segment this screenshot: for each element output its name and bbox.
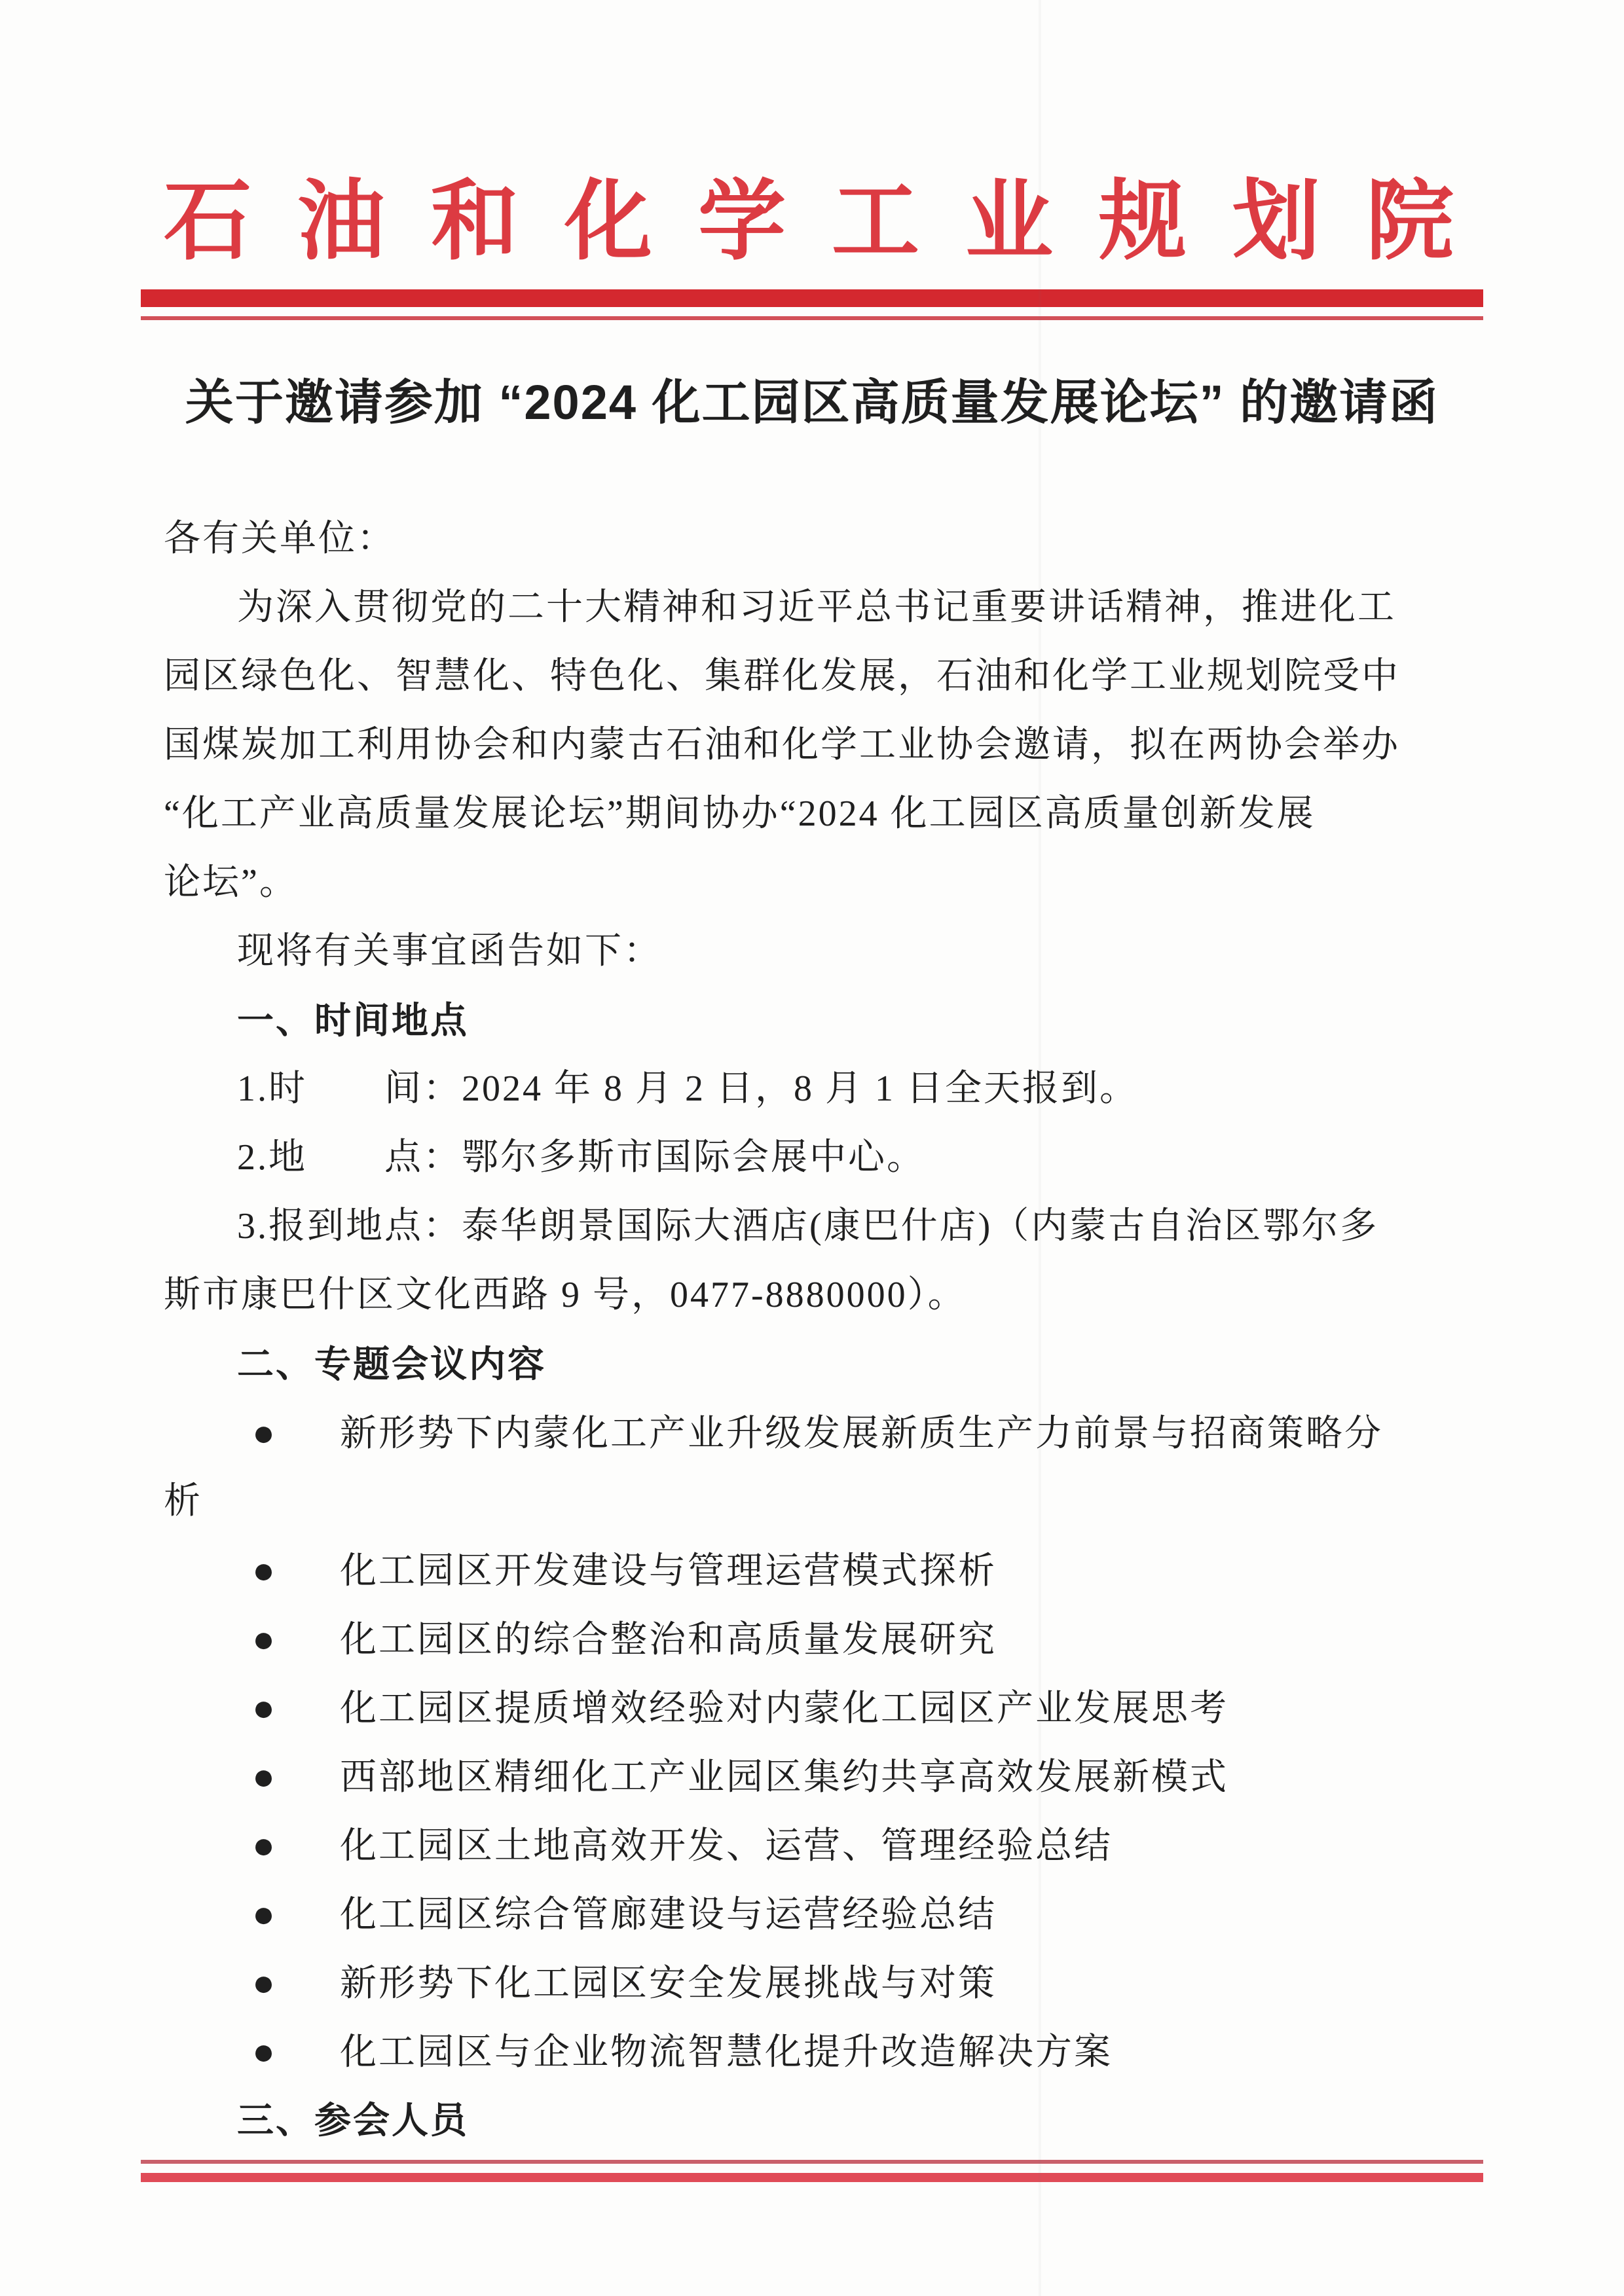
bullet-icon: ● xyxy=(252,1961,276,2004)
paragraph-line: 现将有关事宜函告如下： xyxy=(237,931,662,972)
letterhead-rule-thick xyxy=(141,289,1483,307)
bullet-icon: ● xyxy=(252,1755,276,1798)
bullet-icon: ● xyxy=(252,1893,276,1935)
bullet-icon: ● xyxy=(252,2030,276,2073)
bullet-icon: ● xyxy=(252,1412,276,1454)
salutation xyxy=(164,505,1460,574)
list-item xyxy=(164,1398,1460,1467)
bullet-icon: ● xyxy=(252,1686,276,1729)
list-item xyxy=(164,1536,1460,1605)
scan-artifact xyxy=(1039,0,1041,2296)
numbered-item-time: 1.时 间：2024 年 8 月 2 日，8 月 1 日全天报到。 xyxy=(237,1068,1138,1109)
list-item-text: 新形势下内蒙化工产业升级发展新质生产力前景与招商策略分 xyxy=(340,1413,1383,1454)
list-item-text: 化工园区综合管廊建设与运营经验总结 xyxy=(340,1895,997,1935)
list-item xyxy=(164,1742,1460,1811)
section-heading-2: 二、专题会议内容 xyxy=(237,1343,546,1385)
document-body xyxy=(164,505,1460,2155)
paragraph-line: 论坛”。 xyxy=(164,862,298,903)
section-heading-3: 三、参会人员 xyxy=(237,2100,469,2141)
footer-rule-thin xyxy=(141,2160,1483,2164)
list-item xyxy=(164,1948,1460,2017)
list-item-text: 化工园区开发建设与管理运营模式探析 xyxy=(340,1551,997,1592)
paragraph-line: 国煤炭加工利用协会和内蒙古石油和化学工业协会邀请，拟在两协会举办 xyxy=(164,725,1400,765)
list-item xyxy=(164,1605,1460,1673)
salutation-text: 各有关单位： xyxy=(164,519,396,559)
paragraph-line: “化工产业高质量发展论坛”期间协办“2024 化工园区高质量创新发展 xyxy=(164,793,1316,834)
list-item-continuation: 析 xyxy=(164,1481,202,1522)
list-item xyxy=(164,1880,1460,1948)
letterhead-title: 石油和化学工业规划院 xyxy=(164,173,1500,270)
section-heading-1: 一、时间地点 xyxy=(237,1000,469,1041)
paragraph-line: 为深入贯彻党的二十大精神和习近平总书记重要讲话精神，推进化工 xyxy=(237,587,1396,628)
bullet-icon: ● xyxy=(252,1618,276,1660)
letterhead-rule-thin xyxy=(141,316,1483,320)
list-item-text: 化工园区与企业物流智慧化提升改造解决方案 xyxy=(340,2032,1113,2073)
footer-rule-thick xyxy=(141,2173,1483,2182)
bullet-icon: ● xyxy=(252,1549,276,1592)
list-item xyxy=(164,2017,1460,2086)
list-item xyxy=(164,1673,1460,1742)
list-item-text: 化工园区提质增效经验对内蒙化工园区产业发展思考 xyxy=(340,1688,1228,1729)
paragraph-line: 斯市康巴什区文化西路 9 号，0477-8880000）。 xyxy=(164,1275,967,1315)
list-item-text: 化工园区土地高效开发、运营、管理经验总结 xyxy=(340,1826,1113,1867)
list-item-text: 化工园区的综合整治和高质量发展研究 xyxy=(340,1620,997,1660)
list-item-text: 新形势下化工园区安全发展挑战与对策 xyxy=(340,1963,997,2004)
list-item-text: 西部地区精细化工产业园区集约共享高效发展新模式 xyxy=(340,1757,1228,1798)
numbered-item-checkin: 3.报到地点：泰华朗景国际大酒店(康巴什店)（内蒙古自治区鄂尔多 xyxy=(237,1206,1379,1247)
bullet-icon: ● xyxy=(252,1824,276,1867)
document-title: 关于邀请参加 “2024 化工园区高质量发展论坛” 的邀请函 xyxy=(185,375,1439,429)
numbered-item-place: 2.地 点：鄂尔多斯市国际会展中心。 xyxy=(237,1137,925,1178)
paragraph-line: 园区绿色化、智慧化、特色化、集群化发展，石油和化学工业规划院受中 xyxy=(164,656,1400,697)
list-item xyxy=(164,1811,1460,1880)
